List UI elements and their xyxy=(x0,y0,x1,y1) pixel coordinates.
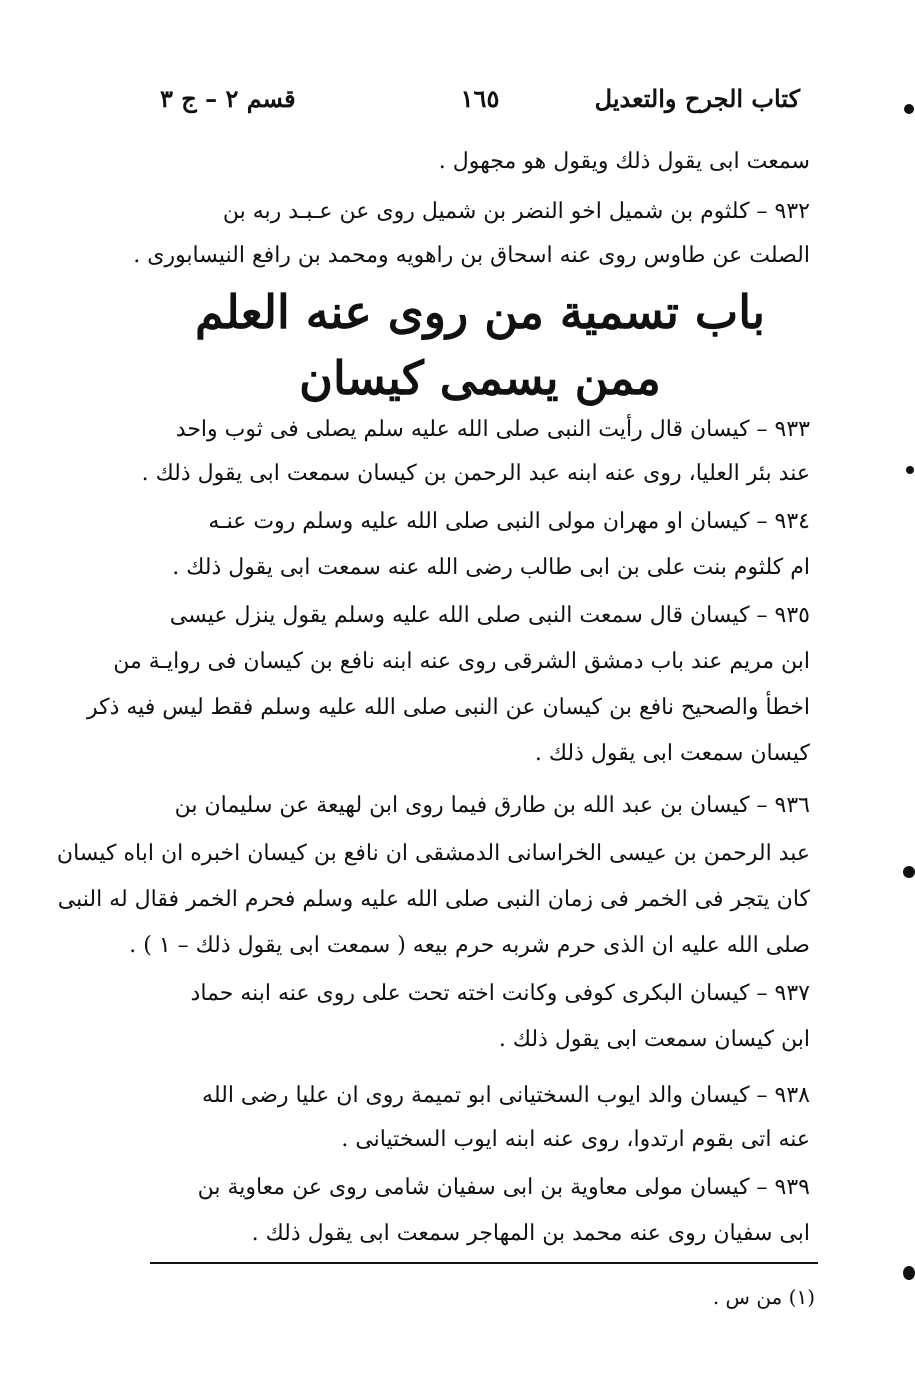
text-line: عبد الرحمن بن عيسى الخراسانى الدمشقى ان نافع بن كيسان اخبره ان اباه كيسان xyxy=(56,841,810,866)
book-title: كتاب الجرح والتعديل xyxy=(594,84,800,113)
section-heading-line1: باب تسمية من روى عنه العلم xyxy=(194,285,766,339)
text-line: ٩٣٤ – كيسان او مهران مولى النبى صلى الله عليه وسلم روت عنـه xyxy=(208,509,810,534)
text-line: ٩٣٥ – كيسان قال سمعت النبى صلى الله عليه وسلم يقول ينزل عيسى xyxy=(169,603,810,628)
text-line: ابن كيسان سمعت ابى يقول ذلك . xyxy=(498,1027,810,1052)
text-line: ابن مريم عند باب دمشق الشرقى روى عنه ابنه نافع بن كيسان فى روايـة من xyxy=(113,649,810,674)
text-line: عند بئر العليا، روى عنه ابنه عبد الرحمن بن كيسان سمعت ابى يقول ذلك . xyxy=(141,461,810,486)
text-line: عنه اتى بقوم ارتدوا، روى عنه ابنه ايوب السختيانى . xyxy=(341,1127,810,1152)
text-line: ابى سفيان روى عنه محمد بن المهاجر سمعت ابى يقول ذلك . xyxy=(251,1221,810,1246)
text-line: ٩٣٩ – كيسان مولى معاوية بن ابى سفيان شامى روى عن معاوية بن xyxy=(197,1175,810,1200)
part-volume: قسم ٢ – ج ٣ xyxy=(160,84,296,113)
page-number: ١٦٥ xyxy=(460,84,500,113)
text-line: صلى الله عليه ان الذى حرم شربه حرم بيعه ( سمعت ابى يقول ذلك – ١ ) . xyxy=(129,933,810,958)
scan-mark xyxy=(904,104,914,114)
text-line: ام كلثوم بنت على بن ابى طالب رضى الله عنه سمعت ابى يقول ذلك . xyxy=(172,555,810,580)
text-line: الصلت عن طاوس روى عنه اسحاق بن راهويه ومحمد بن رافع النيسابورى . xyxy=(133,243,810,268)
text-line: كيسان سمعت ابى يقول ذلك . xyxy=(534,741,810,766)
text-line: ٩٣٦ – كيسان بن عبد الله بن طارق فيما روى ابن لهيعة عن سليمان بن xyxy=(174,793,810,818)
footnote: (١) من س . xyxy=(712,1285,815,1309)
text-line: سمعت ابى يقول ذلك ويقول هو مجهول . xyxy=(438,149,810,174)
text-line: ٩٣٨ – كيسان والد ايوب السختيانى ابو تميمة روى ان عليا رضى الله xyxy=(202,1083,810,1108)
footnote-divider xyxy=(150,1262,818,1264)
text-line: ٩٣٧ – كيسان البكرى كوفى وكانت اخته تحت على روى عنه ابنه حماد xyxy=(190,981,810,1006)
scan-mark xyxy=(906,466,914,474)
text-line: ٩٣٢ – كلثوم بن شميل اخو النضر بن شميل روى عن عـبـد ربه بن xyxy=(222,199,810,224)
running-header xyxy=(160,84,800,124)
scan-mark xyxy=(903,1266,915,1280)
scan-mark xyxy=(903,866,915,878)
text-line: اخطأ والصحيح نافع بن كيسان عن النبى صلى الله عليه وسلم فقط ليس فيه ذكر xyxy=(86,695,810,720)
section-heading-line2: ممن يسمى كيسان xyxy=(299,351,661,405)
text-line: ٩٣٣ – كيسان قال رأيت النبى صلى الله عليه سلم يصلى فى ثوب واحد xyxy=(175,417,810,442)
text-line: كان يتجر فى الخمر فى زمان النبى صلى الله عليه وسلم فحرم الخمر فقال له النبى xyxy=(57,887,810,912)
